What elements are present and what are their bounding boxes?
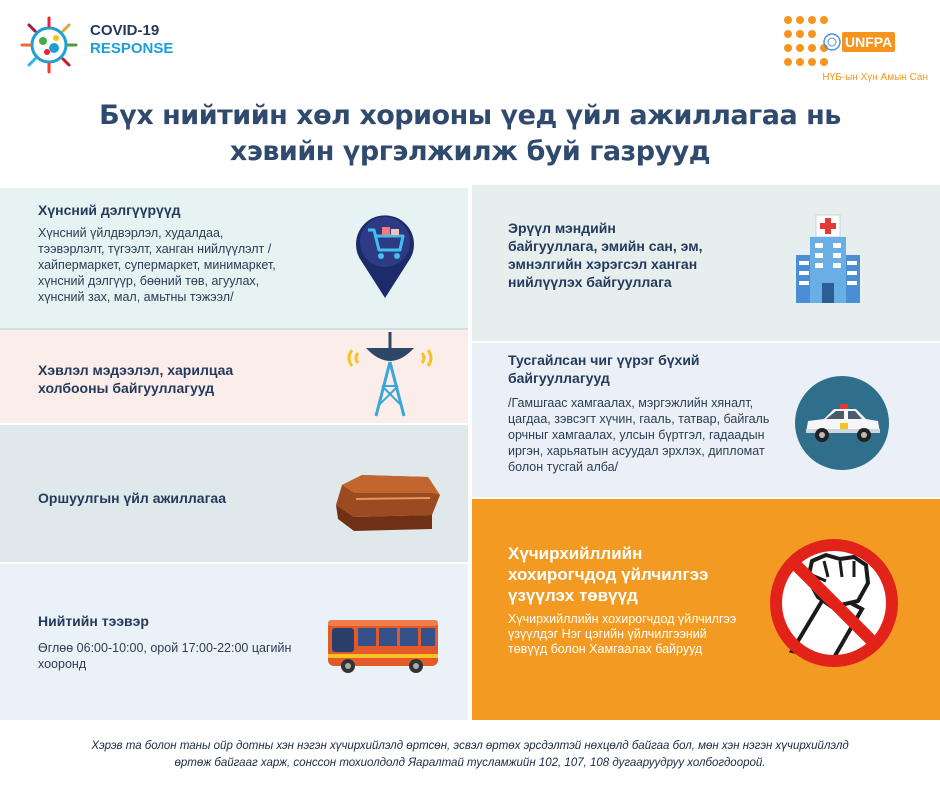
card-title: Хүнсний дэлгүүрүүд — [38, 202, 181, 218]
title-line-2: хэвийн үргэлжилж буй газрууд — [229, 136, 711, 167]
card-title: Оршуулгын үйл ажиллагаа — [38, 490, 226, 506]
card-title: Тусгайлсан чиг үүрэг бүхий байгууллагууд — [508, 352, 700, 386]
card-text: Хүчирхийллийн хохирогчдод үйлчилгээ үзүүлдэг Нэг цэгийн үйлчилгээний төвүүд болон Хамгаалах байрууд — [508, 612, 737, 656]
covid-label: COVID-19 — [90, 22, 160, 39]
unfpa-wordmark: UNFPA — [842, 32, 895, 52]
footer-line-1: Хэрэв та болон таны ойр дотны хэн нэгэн хүчирхийлэлд өртсөн, эсвэл өртөх эрсдэлтэй нөхцөлд байгаа бол, мөн хэн нэгэн хүчирхийлэлд — [91, 740, 849, 752]
card-text: /Гамшгаас хамгаалах, мэргэжлийн хяналт, цагдаа, зэвсэгт хүчин, гааль, татвар, байгаль орчныг хамгаалах, улсын бүртгэл, гадаадын иргэн, харьяатын асуудал эрхлэх, дипломат болон тусгай алба/ — [508, 396, 770, 474]
unfpa-subtitle: НҮБ-ын Хүн Амын Сан — [822, 72, 928, 83]
footer-note — [0, 738, 940, 772]
antenna-tower-icon — [340, 328, 440, 420]
media-telecom-card — [0, 330, 468, 423]
footer-line-2: өртөж байгааг харж, сонссон тохиолдолд Яаралтай тусламжийн 102, 107, 108 дугааруудруу холбогдоорой. — [174, 757, 766, 769]
coffin-icon — [332, 471, 444, 533]
grocery-stores-card — [0, 188, 468, 330]
funeral-services-card — [0, 425, 468, 562]
card-title: Хэвлэл мэдээлэл, харилцаа холбооны байгууллагууд — [38, 362, 234, 396]
shopping-cart-icon — [354, 210, 416, 300]
un-emblem-icon — [822, 32, 842, 52]
covid-response-wordmark — [90, 22, 173, 58]
health-organizations-card — [472, 185, 940, 341]
card-title: Эрүүл мэндийн байгууллага, эмийн сан, эм, эмнэлгийн хэрэгсэл ханган нийлүүлэх байгууллага — [508, 220, 703, 290]
title-line-1: Бүх нийтийн хөл хорионы үед үйл ажиллагаа нь — [99, 100, 841, 131]
response-label: RESPONSE — [90, 40, 174, 57]
no-violence-fist-icon — [762, 531, 906, 675]
card-text: Өглөө 06:00-10:00, орой 17:00-22:00 цагийн хооронд — [38, 641, 292, 671]
globe-icon — [18, 14, 80, 76]
bus-icon — [324, 616, 442, 676]
card-text: Хүнсний үйлдвэрлэл, худалдаа, тээвэрлэлт, түгээлт, ханган нийлүүлэлт /хайпермаркет, супермаркет, минимаркет, хүнсний дэлгүүр, бөөний төв, агуулах, хүнсний зах, мал, амьтны тэжээл/ — [38, 226, 276, 304]
card-title: Нийтийн тээвэр — [38, 613, 149, 629]
violence-victim-services-card — [472, 499, 940, 720]
card-title: Хүчирхийллийн хохирогчдод үйлчилгээ үзүүлэх төвүүд — [508, 544, 709, 605]
hospital-icon — [794, 213, 862, 305]
page-title — [0, 98, 940, 170]
public-transport-card — [0, 564, 468, 720]
special-function-orgs-card — [472, 343, 940, 497]
police-car-icon — [794, 375, 890, 471]
